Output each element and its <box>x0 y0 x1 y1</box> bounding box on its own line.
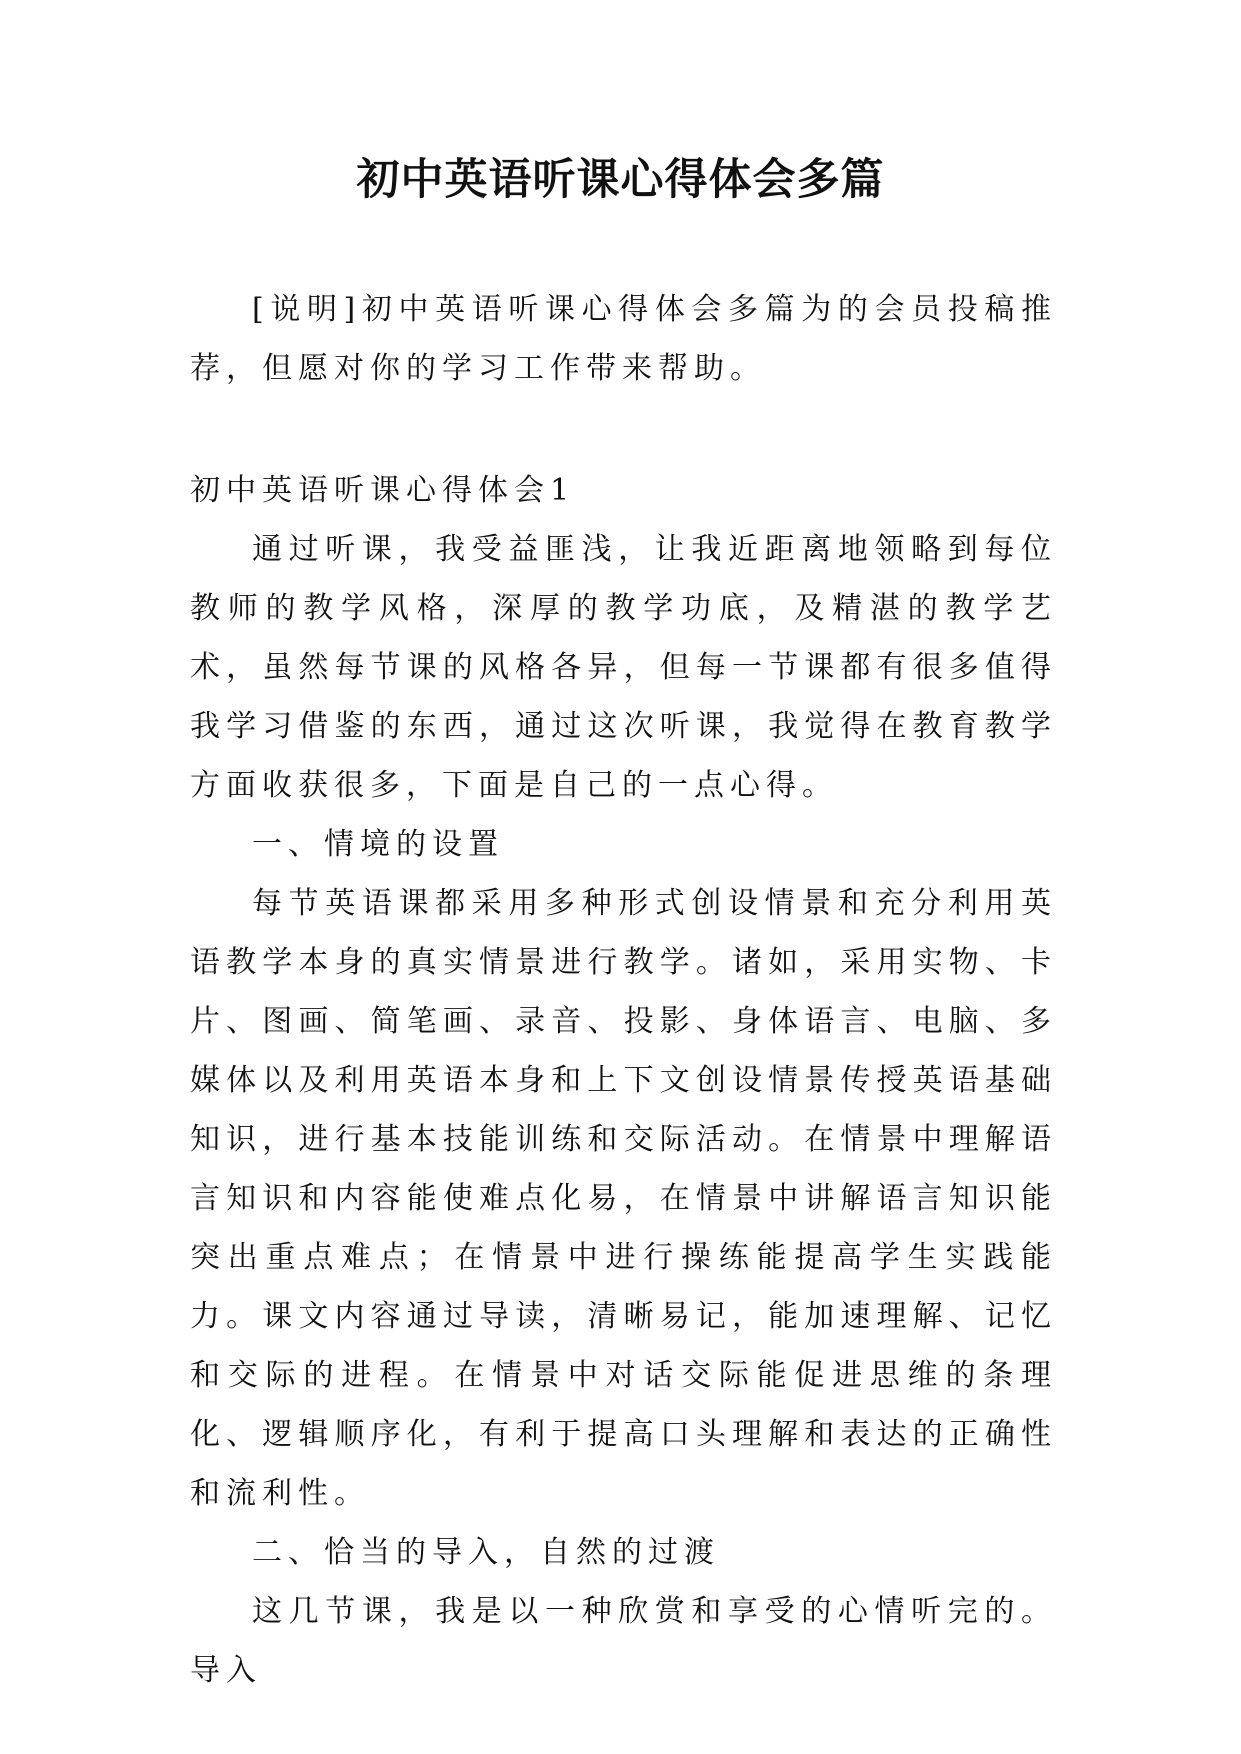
document-title: 初中英语听课心得体会多篇 <box>356 155 885 205</box>
document-body <box>190 280 1057 1700</box>
body-paragraph: 每节英语课都采用多种形式创设情景和充分利用英语教学本身的真实情景进行教学。诸如，采用实物、卡片、图画、简笔画、录音、投影、身体语言、电脑、多媒体以及利用英语本身和上下文创设情景传授英语基础知识，进行基本技能训练和交际活动。在情景中理解语言知识和内容能使难点化易，在情景中讲解语言知识能突出重点难点；在情景中进行操练能提高学生实践能力。课文内容通过导读，清晰易记，能加速理解、记忆和交际的进程。在情景中对话交际能促进思维的条理化、逻辑顺序化，有利于提高口头理解和表达的正确性和流利性。 <box>190 886 1057 1511</box>
subheading-introduction: 二、恰当的导入，自然的过渡 <box>252 1535 720 1570</box>
subheading-situation: 一、情境的设置 <box>252 827 504 862</box>
intro-paragraph: [说明]初中英语听课心得体会多篇为的会员投稿推荐，但愿对你的学习工作带来帮助。 <box>190 292 1057 386</box>
body-paragraph: 这几节课，我是以一种欣赏和享受的心情听完的。导入 <box>190 1594 1057 1688</box>
section-heading: 初中英语听课心得体会1 <box>190 473 576 508</box>
body-paragraph: 通过听课，我受益匪浅，让我近距离地领略到每位教师的教学风格，深厚的教学功底，及精湛的教学艺术，虽然每节课的风格各异，但每一节课都有很多值得我学习借鉴的东西，通过这次听课，我觉得在教育教学方面收获很多，下面是自己的一点心得。 <box>190 532 1057 803</box>
